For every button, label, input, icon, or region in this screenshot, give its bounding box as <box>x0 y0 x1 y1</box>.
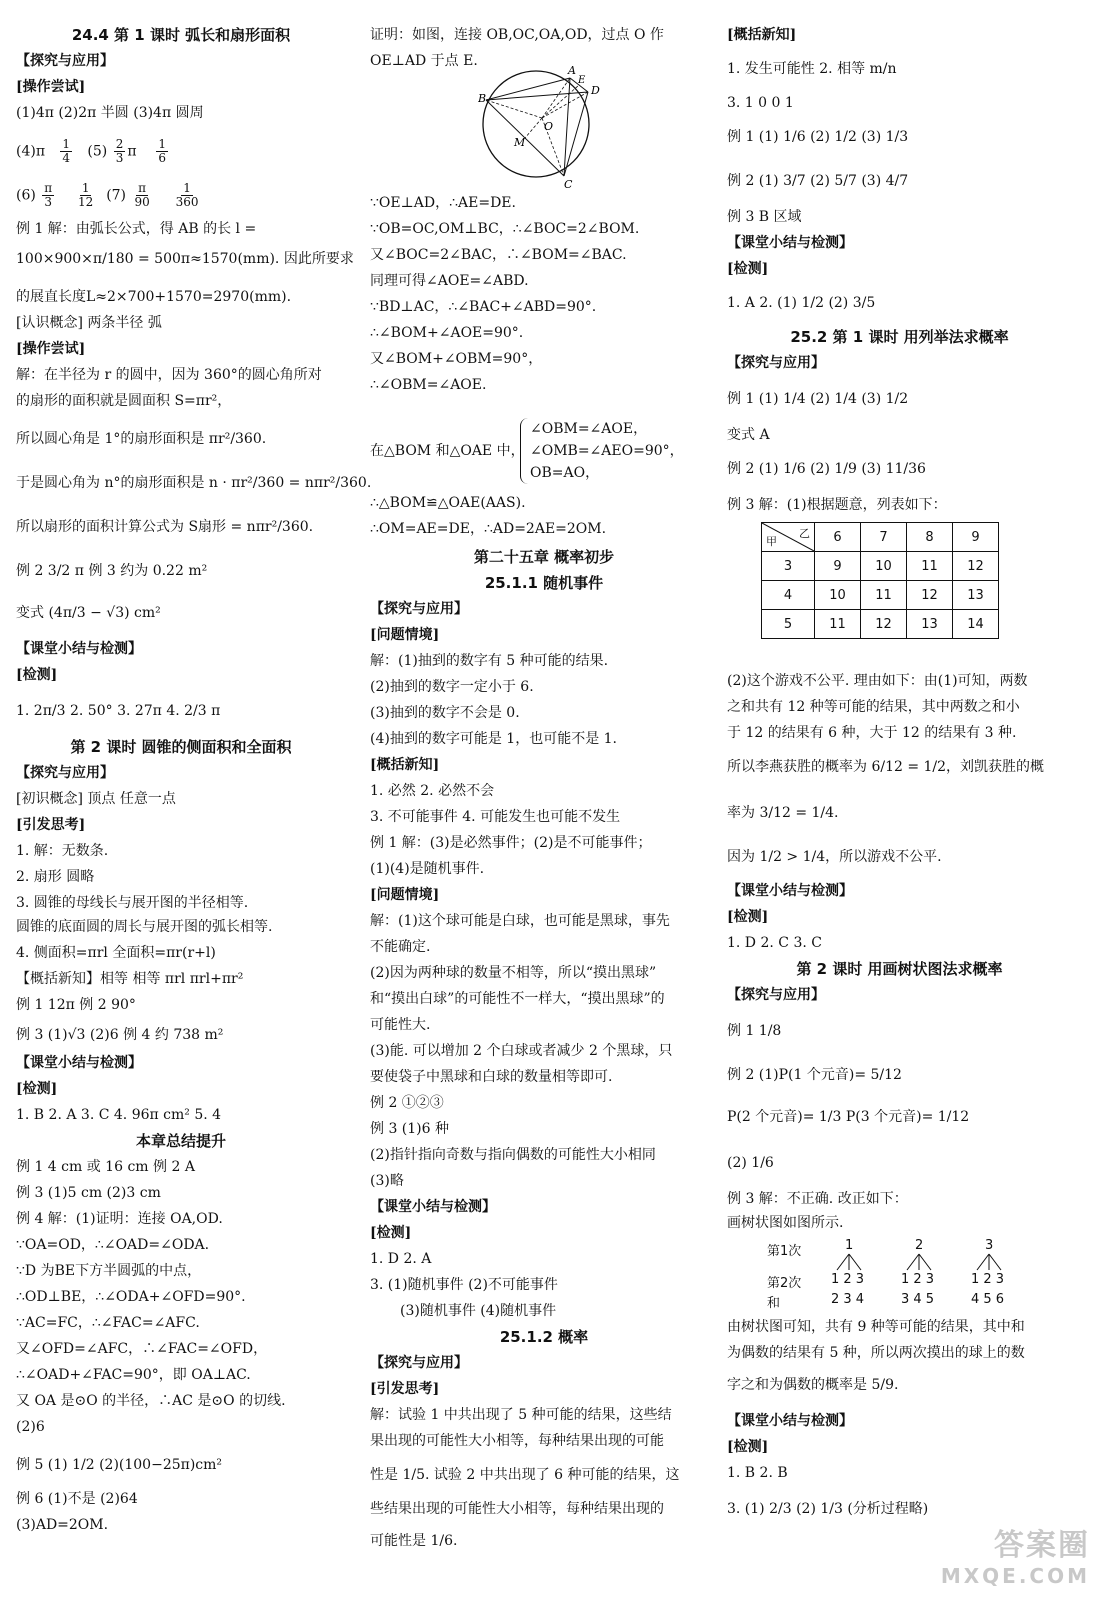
answer-line: 例 4 解：(1)证明：连接 OA,OD. <box>16 1211 223 1227</box>
tag-explore: 【探究与应用】 <box>370 601 468 617</box>
table-cell: 12 <box>861 610 907 639</box>
table-corner-cell: 乙 甲 <box>762 523 815 552</box>
fraction: $\frac{1}{360}$ <box>175 181 199 209</box>
answer-line: 例 6 (1)不是 (2)64 <box>16 1491 138 1507</box>
answer-line: P(2 个元音)= 1/3 P(3 个元音)= 1/12 <box>727 1109 970 1125</box>
answer-line: 解：在半径为 r 的圆中，因为 360°的圆心角所对 <box>16 367 322 383</box>
answer-line: 因为 1/2 > 1/4，所以游戏不公平. <box>727 849 942 865</box>
concept-line: [初识概念] 顶点 任意一点 <box>16 791 176 807</box>
answer-line: 1. 2π/3 2. 50° 3. 27π 4. 2/3 π <box>16 703 221 719</box>
table-cell: 11 <box>907 552 953 581</box>
answer-line: 例 3 (1)√3 (2)6 例 4 约 738 m² <box>16 1027 224 1043</box>
answer-line: 3. 不可能事件 4. 可能发生也可能不发生 <box>370 809 621 825</box>
answer-line: 3. 圆锥的母线长与展开图的半径相等. <box>16 895 249 911</box>
label-b: B <box>478 92 487 105</box>
table-cell: 10 <box>861 552 907 581</box>
answer-line: 些结果出现的可能性大小相等，每种结果出现的 <box>370 1501 664 1517</box>
table-cell: 9 <box>815 552 861 581</box>
proof-line: ∵OB=OC,OM⊥BC，∴∠BOC=2∠BOM. <box>370 221 640 237</box>
table-cell: 11 <box>861 581 907 610</box>
answer-line: (2) 1/6 <box>727 1155 774 1171</box>
answer-line: (4)π $\frac{1}{4}$ (5) $\frac{2}{3}$ π $\frac{1}{6}$ <box>16 137 166 165</box>
tag-check: [检测] <box>727 261 769 277</box>
proof-line: ∵BD⊥AC，∴∠BAC+∠ABD=90°. <box>370 299 597 315</box>
answer-line: 例 2 3/2 π 例 3 约为 0.22 m² <box>16 563 208 579</box>
answer-line: (3)随机事件 (4)随机事件 <box>400 1303 557 1319</box>
tree-node: 3 4 5 <box>901 1292 935 1307</box>
answer-line: 于 12 的结果有 6 种，大于 12 的结果有 3 种. <box>727 725 1017 741</box>
label-c: C <box>564 178 573 188</box>
table-col-header: 6 <box>815 523 861 552</box>
tree-row-label: 第1次 <box>767 1244 802 1259</box>
answer-line: 1. 必然 2. 必然不会 <box>370 783 495 799</box>
answer-line: 例 2 (1)P(1 个元音)= 5/12 <box>727 1067 902 1083</box>
answer-line: 1. B 2. B <box>727 1465 788 1481</box>
condition-brace: ∠OBM=∠AOE， ∠OMB=∠AEO=90°， OB=AO， <box>530 421 684 481</box>
answer-line: (6) $\frac{\pi}{3}$ $\frac{1}{12}$ (7) $\frac{\pi}{90}$ $\frac{1}{360}$ <box>16 181 199 209</box>
answer-line: 例 1 1/8 <box>727 1023 782 1039</box>
proof-line: 又∠BOM+∠OBM=90°， <box>370 351 543 367</box>
fraction: $\frac{1}{12}$ <box>78 181 94 209</box>
proof-line: ∴OM=AE=DE，∴AD=2AE=2OM. <box>370 521 607 537</box>
table-row-header: 5 <box>762 610 815 639</box>
answer-line: ∴OD⊥BE，∴∠ODA+∠OFD=90°. <box>16 1289 246 1305</box>
section-title: 25.1.1 随机事件 <box>484 574 604 592</box>
answer-line: (2)这个游戏不公平. 理由如下：由(1)可知，两数 <box>727 673 1028 689</box>
answer-line: 1. A 2. (1) 1/2 (2) 3/5 <box>727 295 876 311</box>
label-e: E <box>578 75 586 86</box>
section-title: 第 2 课时 圆锥的侧面积和全面积 <box>70 738 292 756</box>
answer-line: 4. 侧面积=πrl 全面积=πr(r+l) <box>16 945 216 961</box>
answer-line: 之和共有 12 种等可能的结果，其中两数之和小 <box>727 699 1020 715</box>
answer-line: 画树状图如图所示. <box>727 1215 844 1231</box>
answer-line: 由树状图可知，共有 9 种等可能的结果，其中和 <box>727 1319 1025 1335</box>
table-cell: 13 <box>907 610 953 639</box>
tag-explore: 【探究与应用】 <box>16 765 114 781</box>
table-row-header: 3 <box>762 552 815 581</box>
label-o: O <box>544 120 554 133</box>
tag-check: [检测] <box>370 1225 412 1241</box>
table-cell: 10 <box>815 581 861 610</box>
answer-line: 例 1 4 cm 或 16 cm 例 2 A <box>16 1159 195 1175</box>
table-row <box>762 610 999 639</box>
answer-line: 不能确定. <box>370 939 431 955</box>
circle-geometry-figure <box>478 64 610 188</box>
tree-diagram <box>767 1240 1067 1310</box>
generalize-line: 【概括新知】相等 相等 πrl πrl+πr² <box>16 971 244 987</box>
tag-summary: 【课堂小结与检测】 <box>370 1199 496 1215</box>
proof-line: 证明：如图，连接 OB,OC,OA,OD，过点 O 作 <box>370 27 664 43</box>
answer-line: (2)6 <box>16 1419 45 1435</box>
proof-line: ∵OE⊥AD，∴AE=DE. <box>370 195 516 211</box>
answer-line: 率为 3/12 = 1/4. <box>727 805 839 821</box>
answer-line: 又 OA 是⊙O 的半径，∴AC 是⊙O 的切线. <box>16 1393 286 1409</box>
answer-line: (3)AD=2OM. <box>16 1517 109 1533</box>
table-row <box>762 581 999 610</box>
answer-line: 1. D 2. C 3. C <box>727 935 822 951</box>
table-cell: 12 <box>953 552 999 581</box>
tag-problem: [问题情境] <box>370 887 440 903</box>
tag-summary: 【课堂小结与检测】 <box>16 1055 142 1071</box>
fraction: $\frac{1}{4}$ <box>62 137 71 165</box>
answer-line: 圆锥的底面圆的周长与展开图的弧长相等. <box>16 919 273 935</box>
answer-line: 100×900×π/180 = 500π≈1570(mm). 因此所要求 <box>16 251 354 267</box>
answer-line: 要使袋子中黑球和白球的数量相等即可. <box>370 1069 613 1085</box>
chapter-summary-title: 本章总结提升 <box>135 1132 226 1150</box>
answer-line: 字之和为偶数的概率是 5/9. <box>727 1377 899 1393</box>
answer-line: (1)4π (2)2π 半圆 (3)4π 圆周 <box>16 105 204 121</box>
answer-line: 例 3 (1)5 cm (2)3 cm <box>16 1185 161 1201</box>
answer-line: 例 2 (1) 1/6 (2) 1/9 (3) 11/36 <box>727 461 926 477</box>
sum-table <box>761 522 999 639</box>
section-title: 25.2 第 1 课时 用列举法求概率 <box>790 328 1009 346</box>
tag-operation: [操作尝试] <box>16 341 86 357</box>
tree-node: 1 <box>845 1238 854 1253</box>
answer-line: 例 5 (1) 1/2 (2)(100−25π)cm² <box>16 1457 223 1473</box>
answer-line: 性是 1/5. 试验 2 中共出现了 6 种可能的结果，这 <box>370 1467 680 1483</box>
tag-summary: 【课堂小结与检测】 <box>16 641 142 657</box>
table-header-row <box>762 523 999 552</box>
tag-check: [检测] <box>727 1439 769 1455</box>
proof-line: ∴∠OBM=∠AOE. <box>370 377 487 393</box>
section-title: 24.4 第 1 课时 弧长和扇形面积 <box>71 26 291 44</box>
tag-think: [引发思考] <box>16 817 86 833</box>
tag-explore: 【探究与应用】 <box>727 355 825 371</box>
tag-summary: 【课堂小结与检测】 <box>727 235 853 251</box>
answer-line: 变式 (4π/3 − √3) cm² <box>16 605 161 621</box>
table-cell: 11 <box>815 610 861 639</box>
table-row-header: 4 <box>762 581 815 610</box>
answer-line: (2)指针指向奇数与指向偶数的可能性大小相同 <box>370 1147 656 1163</box>
label-m: M <box>514 136 526 149</box>
table-col-header: 7 <box>861 523 907 552</box>
section-title: 25.1.2 概率 <box>499 1328 589 1346</box>
answer-line: 1. B 2. A 3. C 4. 96π cm² 5. 4 <box>16 1107 222 1123</box>
tag-explore: 【探究与应用】 <box>16 53 114 69</box>
answer-line: 例 3 (1)6 种 <box>370 1121 449 1137</box>
tree-node: 2 <box>915 1238 924 1253</box>
answer-line: 解：(1)抽到的数字有 5 种可能的结果. <box>370 653 609 669</box>
tree-node: 1 2 3 <box>901 1272 935 1287</box>
tag-check: [检测] <box>16 667 58 683</box>
answer-line: (1)(4)是随机事件. <box>370 861 485 877</box>
answer-line: (3)略 <box>370 1173 404 1189</box>
answer-line: 的展直长度L≈2×700+1570=2970(mm). <box>16 289 292 305</box>
answer-line: 又∠OFD=∠AFC，∴∠FAC=∠OFD， <box>16 1341 268 1357</box>
answer-line: 例 1 解：(3)是必然事件；(2)是不可能事件； <box>370 835 652 851</box>
answer-line: ∵OA=OD，∴∠OAD=∠ODA. <box>16 1237 210 1253</box>
answer-line: ∵D 为BE下方半圆弧的中点， <box>16 1263 202 1279</box>
answer-line: 例 1 (1) 1/6 (2) 1/2 (3) 1/3 <box>727 129 909 145</box>
answer-line: 所以李燕获胜的概率为 6/12 = 1/2，刘凯获胜的概 <box>727 759 1045 775</box>
proof-line: OE⊥AD 于点 E. <box>370 53 478 69</box>
proof-line: 同理可得∠AOE=∠ABD. <box>370 273 529 289</box>
answer-line: 果出现的可能性大小相等，每种结果出现的可能 <box>370 1433 664 1449</box>
answer-line: 所以圆心角是 1°的扇形面积是 πr²/360. <box>16 431 267 447</box>
tag-think: [引发思考] <box>370 1381 440 1397</box>
fraction: $\frac{2}{3}$ <box>115 137 124 165</box>
fraction: $\frac{\pi}{90}$ <box>134 181 150 209</box>
section-title: 第 2 课时 用画树状图法求概率 <box>796 960 1003 978</box>
table-row <box>762 552 999 581</box>
chapter-title: 第二十五章 概率初步 <box>473 548 615 566</box>
answer-line: ∵AC=FC，∴∠FAC=∠AFC. <box>16 1315 200 1331</box>
answer-line: (2)抽到的数字一定小于 6. <box>370 679 534 695</box>
tag-operation: [操作尝试] <box>16 79 86 95</box>
answer-line: 为偶数的结果有 5 种，所以两次摸出的球上的数 <box>727 1345 1025 1361</box>
tag-check: [检测] <box>16 1081 58 1097</box>
concept-line: [认识概念] 两条半径 弧 <box>16 315 162 331</box>
answer-line: 例 3 B 区域 <box>727 209 802 225</box>
table-cell: 13 <box>953 581 999 610</box>
tree-node: 3 <box>985 1238 994 1253</box>
answer-line: 例 1 12π 例 2 90° <box>16 997 136 1013</box>
tree-node: 2 3 4 <box>831 1292 865 1307</box>
answer-line: 3. 1 0 0 1 <box>727 95 794 111</box>
tree-node: 4 5 6 <box>971 1292 1005 1307</box>
tree-row-label: 第2次 <box>767 1276 802 1291</box>
tag-explore: 【探究与应用】 <box>370 1355 468 1371</box>
answer-line: 3. (1) 2/3 (2) 1/3 (分析过程略) <box>727 1501 929 1517</box>
answer-line: 例 1 (1) 1/4 (2) 1/4 (3) 1/2 <box>727 391 909 407</box>
answer-line: (2)因为两种球的数量不相等，所以“摸出黑球” <box>370 965 657 981</box>
answer-line: 例 3 解：不正确. 改正如下： <box>727 1191 908 1207</box>
answer-line: 例 1 解：由弧长公式，得 AB 的长 l = <box>16 221 257 237</box>
answer-line: (4)抽到的数字可能是 1，也可能不是 1. <box>370 731 617 747</box>
fraction: $\frac{1}{6}$ <box>158 137 166 165</box>
tag-explore: 【探究与应用】 <box>727 987 825 1003</box>
tree-row-label: 和 <box>767 1296 781 1311</box>
answer-line: 例 2 ①②③ <box>370 1095 444 1111</box>
answer-line: (3)抽到的数字不会是 0. <box>370 705 520 721</box>
table-cell: 14 <box>953 610 999 639</box>
answer-line: 3. (1)随机事件 (2)不可能事件 <box>370 1277 558 1293</box>
tag-generalize: [概括新知] <box>727 27 797 43</box>
tree-node: 1 2 3 <box>831 1272 865 1287</box>
watermark-logo: 答案圈 MXQE.COM <box>940 1528 1090 1588</box>
proof-line: ∴∠BOM+∠AOE=90°. <box>370 325 524 341</box>
answer-line: 2. 扇形 圆略 <box>16 869 95 885</box>
table-col-header: 8 <box>907 523 953 552</box>
proof-line: 在△BOM 和△OAE 中， <box>370 443 525 459</box>
answer-line: 解：试验 1 中共出现了 5 种可能的结果，这些结 <box>370 1407 672 1423</box>
answer-line: ∴∠OAD+∠FAC=90°，即 OA⊥AC. <box>16 1367 251 1383</box>
answer-line: 解：(1)这个球可能是白球，也可能是黑球，事先 <box>370 913 670 929</box>
answer-line: 1. 发生可能性 2. 相等 m/n <box>727 61 897 77</box>
answer-line: 1. 解：无数条. <box>16 843 109 859</box>
label-a: A <box>568 64 576 77</box>
fraction: $\frac{\pi}{3}$ <box>44 181 53 209</box>
tag-summary: 【课堂小结与检测】 <box>727 1413 853 1429</box>
tag-problem: [问题情境] <box>370 627 440 643</box>
answer-line: 变式 A <box>727 427 770 443</box>
tag-summary: 【课堂小结与检测】 <box>727 883 853 899</box>
proof-line: ∴△BOM≌△OAE(AAS). <box>370 495 526 511</box>
answer-line: 于是圆心角为 n°的扇形面积是 n · πr²/360 = nπr²/360. <box>16 475 372 491</box>
answer-line: 所以扇形的面积计算公式为 S扇形 = nπr²/360. <box>16 519 314 535</box>
answer-line: 可能性是 1/6. <box>370 1533 458 1549</box>
table-cell: 12 <box>907 581 953 610</box>
table-col-header: 9 <box>953 523 999 552</box>
tag-generalize: [概括新知] <box>370 757 440 773</box>
answer-line: 例 2 (1) 3/7 (2) 5/7 (3) 4/7 <box>727 173 909 189</box>
answer-line: (3)能. 可以增加 2 个白球或者减少 2 个黑球，只 <box>370 1043 673 1059</box>
answer-line: 可能性大. <box>370 1017 431 1033</box>
label-d: D <box>591 84 600 97</box>
answer-line: 例 3 解：(1)根据题意，列表如下： <box>727 497 947 513</box>
answer-line: 的扇形的面积就是圆面积 S=πr²， <box>16 393 232 409</box>
tree-node: 1 2 3 <box>971 1272 1005 1287</box>
answer-line: 1. D 2. A <box>370 1251 432 1267</box>
proof-line: 又∠BOC=2∠BAC，∴∠BOM=∠BAC. <box>370 247 627 263</box>
tag-check: [检测] <box>727 909 769 925</box>
answer-line: 和“摸出白球”的可能性不一样大，“摸出黑球”的 <box>370 991 665 1007</box>
